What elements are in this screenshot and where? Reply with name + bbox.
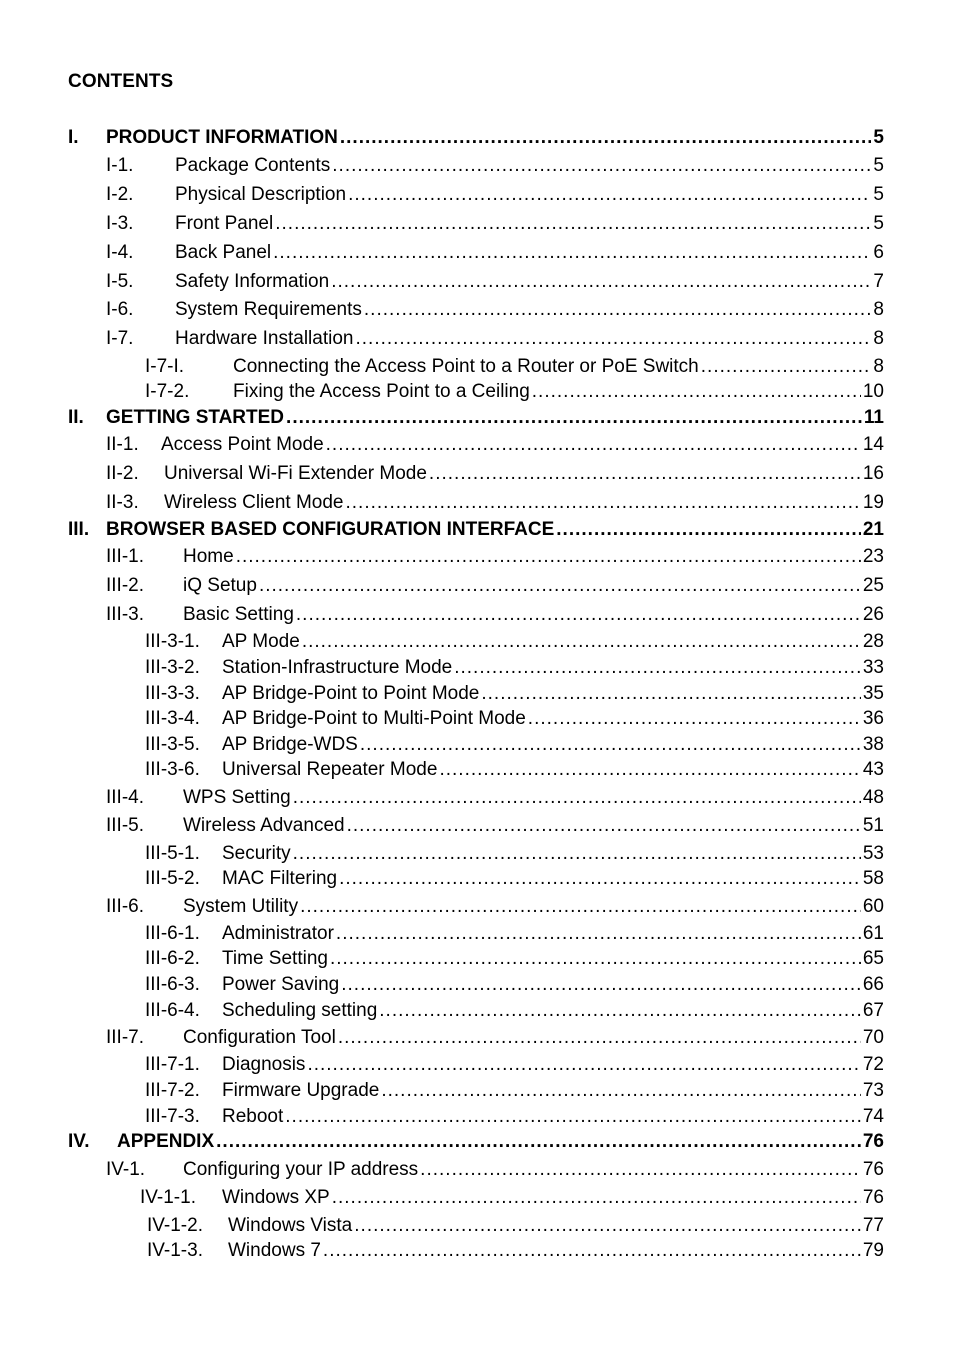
toc-entry-title: Fixing the Access Point to a Ceiling <box>233 381 530 402</box>
toc-entry-number: III-3-5. <box>145 734 200 755</box>
toc-entry[interactable] <box>106 814 884 838</box>
dot-leader <box>307 1053 860 1077</box>
toc-entry[interactable] <box>106 327 884 351</box>
toc-entry-page-number: 72 <box>862 1054 884 1075</box>
toc-entry-number: I-1. <box>106 155 134 176</box>
toc-entry[interactable] <box>106 545 884 569</box>
toc-entry-title: Station-Infrastructure Mode <box>222 657 453 678</box>
toc-entry-number: I-3. <box>106 213 134 234</box>
toc-entry-number: I-7. <box>106 328 134 349</box>
toc-entry[interactable] <box>145 707 884 731</box>
toc-entry-title: Wireless Client Mode <box>164 492 344 513</box>
toc-entry-number: I. <box>68 127 79 148</box>
toc-entry-page-number: 66 <box>862 974 884 995</box>
toc-entry-page-number: 76 <box>862 1159 884 1180</box>
toc-entry[interactable] <box>106 270 884 294</box>
toc-entry[interactable] <box>106 603 884 627</box>
dot-leader <box>429 462 861 486</box>
toc-entry-title: Universal Repeater Mode <box>222 759 438 780</box>
toc-entry-number: III. <box>68 519 90 540</box>
toc-entry-title: Wireless Advanced <box>183 815 345 836</box>
toc-entry[interactable] <box>106 212 884 236</box>
toc-entry-title: System Utility <box>183 896 299 917</box>
dot-leader <box>293 786 861 810</box>
toc-entry-number: III-7. <box>106 1027 145 1048</box>
toc-entry[interactable] <box>106 574 884 598</box>
toc-entry-number: III-3-1. <box>145 631 200 652</box>
toc-entry-number: III-6-3. <box>145 974 200 995</box>
toc-entry-title: Universal Wi-Fi Extender Mode <box>164 463 427 484</box>
toc-entry-title: BROWSER BASED CONFIGURATION INTERFACE <box>106 519 555 540</box>
toc-entry[interactable] <box>145 999 884 1023</box>
dot-leader <box>420 1158 861 1182</box>
toc-entry[interactable] <box>106 491 884 515</box>
toc-entry-number: III-3-3. <box>145 683 200 704</box>
toc-entry-number: I-2. <box>106 184 134 205</box>
toc-entry-page-number: 65 <box>862 948 884 969</box>
toc-entry-page-number: 76 <box>862 1131 884 1152</box>
toc-entry[interactable] <box>106 1026 884 1050</box>
toc-entry-page-number: 5 <box>873 155 884 176</box>
toc-entry-title: MAC Filtering <box>222 868 338 889</box>
toc-entry-number: III-3-4. <box>145 708 200 729</box>
toc-section-entry[interactable] <box>68 518 884 542</box>
toc-entry-title: Front Panel <box>175 213 274 234</box>
toc-entry-title: Hardware Installation <box>175 328 354 349</box>
dot-leader <box>556 518 861 542</box>
toc-entry-title: Diagnosis <box>222 1054 306 1075</box>
toc-entry-title: Windows Vista <box>228 1215 353 1236</box>
dot-leader <box>236 545 861 569</box>
dot-leader <box>323 1239 861 1263</box>
toc-entry-number: I-7-2. <box>145 381 190 402</box>
toc-entry[interactable] <box>106 154 884 178</box>
toc-entry-number: III-6-4. <box>145 1000 200 1021</box>
toc-entry[interactable] <box>145 1053 884 1077</box>
toc-entry-page-number: 8 <box>873 299 884 320</box>
toc-entry-number: I-4. <box>106 242 134 263</box>
dot-leader <box>286 406 862 430</box>
toc-entry-number: III-2. <box>106 575 145 596</box>
toc-entry-title: AP Bridge-Point to Multi-Point Mode <box>222 708 526 729</box>
toc-entry-page-number: 70 <box>862 1027 884 1048</box>
toc-entry-page-number: 23 <box>862 546 884 567</box>
dot-leader <box>330 947 861 971</box>
toc-entry-number: III-4. <box>106 787 145 808</box>
toc-entry-page-number: 5 <box>873 184 884 205</box>
dot-leader <box>346 491 861 515</box>
dot-leader <box>532 380 861 404</box>
dot-leader <box>379 999 861 1023</box>
toc-entry-page-number: 36 <box>862 708 884 729</box>
toc-entry-title: Package Contents <box>175 155 331 176</box>
toc-entry[interactable] <box>145 867 884 891</box>
toc-entry-page-number: 51 <box>862 815 884 836</box>
toc-entry-number: II-1. <box>106 434 139 455</box>
dot-leader <box>338 1026 861 1050</box>
dot-leader <box>332 1186 861 1210</box>
dot-leader <box>364 298 872 322</box>
toc-entry-title: Windows XP <box>222 1187 330 1208</box>
dot-leader <box>341 973 861 997</box>
toc-entry-page-number: 76 <box>862 1187 884 1208</box>
dot-leader <box>259 574 861 598</box>
toc-entry[interactable] <box>147 1214 884 1238</box>
dot-leader <box>348 183 871 207</box>
toc-entry[interactable] <box>145 380 884 404</box>
toc-entry-number: III-6-2. <box>145 948 200 969</box>
toc-entry-page-number: 79 <box>862 1240 884 1261</box>
toc-entry-number: III-7-2. <box>145 1080 200 1101</box>
toc-entry-title: iQ Setup <box>183 575 257 596</box>
toc-entry-number: III-1. <box>106 546 145 567</box>
toc-entry[interactable] <box>145 842 884 866</box>
toc-entry-number: IV-1. <box>106 1159 146 1180</box>
toc-entry-title: Configuration Tool <box>183 1027 336 1048</box>
dot-leader <box>296 603 861 627</box>
dot-leader <box>332 154 871 178</box>
toc-entry-page-number: 58 <box>862 868 884 889</box>
dot-leader <box>347 814 861 838</box>
dot-leader <box>336 922 861 946</box>
toc-entry-title: Administrator <box>222 923 334 944</box>
toc-entry[interactable] <box>106 298 884 322</box>
toc-entry-title: Power Saving <box>222 974 340 995</box>
toc-entry-number: IV-1-1. <box>140 1187 196 1208</box>
toc-entry-title: Home <box>183 546 234 567</box>
toc-entry-number: III-7-1. <box>145 1054 200 1075</box>
toc-entry-page-number: 43 <box>862 759 884 780</box>
toc-entry-title: GETTING STARTED <box>106 407 285 428</box>
toc-section-entry[interactable] <box>68 126 884 150</box>
toc-entry-page-number: 7 <box>873 271 884 292</box>
toc-entry-page-number: 11 <box>863 407 884 428</box>
toc-entry-page-number: 19 <box>862 492 884 513</box>
toc-entry-title: Windows 7 <box>228 1240 321 1261</box>
toc-entry-page-number: 33 <box>862 657 884 678</box>
toc-entry-number: IV. <box>68 1131 90 1152</box>
dot-leader <box>339 867 861 891</box>
toc-entry-title: AP Bridge-Point to Point Mode <box>222 683 480 704</box>
toc-entry-number: III-5-1. <box>145 843 200 864</box>
toc-entry-number: IV-1-3. <box>147 1240 203 1261</box>
dot-leader <box>331 270 871 294</box>
toc-entry-number: III-5. <box>106 815 145 836</box>
toc-entry-title: Scheduling setting <box>222 1000 378 1021</box>
toc-entry-title: Physical Description <box>175 184 347 205</box>
toc-entry-title: Connecting the Access Point to a Router or PoE Switch <box>233 356 699 377</box>
toc-entry-title: Reboot <box>222 1106 284 1127</box>
toc-entry-page-number: 21 <box>862 519 884 540</box>
toc-entry-page-number: 74 <box>862 1106 884 1127</box>
toc-entry-page-number: 5 <box>873 127 884 148</box>
toc-entry-number: IV-1-2. <box>147 1215 203 1236</box>
toc-entry-page-number: 67 <box>862 1000 884 1021</box>
toc-entry[interactable] <box>145 355 884 379</box>
toc-section-entry[interactable] <box>68 406 884 430</box>
toc-entry[interactable] <box>106 895 884 919</box>
toc-entry-page-number: 35 <box>862 683 884 704</box>
toc-entry-title: Security <box>222 843 291 864</box>
toc-entry-title: Basic Setting <box>183 604 294 625</box>
toc-entry-title: AP Bridge-WDS <box>222 734 358 755</box>
toc-entry[interactable] <box>106 1158 884 1182</box>
toc-entry-page-number: 8 <box>873 356 884 377</box>
toc-entry-number: III-3-6. <box>145 759 200 780</box>
toc-entry-title: Configuring your IP address <box>183 1159 419 1180</box>
toc-entry[interactable] <box>145 758 884 782</box>
toc-entry[interactable] <box>145 973 884 997</box>
dot-leader <box>454 656 861 680</box>
toc-entry[interactable] <box>106 241 884 265</box>
dot-leader <box>701 355 872 379</box>
toc-entry-page-number: 28 <box>862 631 884 652</box>
toc-entry-page-number: 53 <box>862 843 884 864</box>
toc-entry-title: WPS Setting <box>183 787 291 808</box>
dot-leader <box>293 842 861 866</box>
toc-entry-number: III-3-2. <box>145 657 200 678</box>
toc-entry[interactable] <box>145 1105 884 1129</box>
toc-entry-page-number: 25 <box>862 575 884 596</box>
toc-entry[interactable] <box>145 656 884 680</box>
toc-entry-page-number: 61 <box>862 923 884 944</box>
toc-entry-page-number: 48 <box>862 787 884 808</box>
toc-entry[interactable] <box>140 1186 884 1210</box>
toc-entry-page-number: 8 <box>873 328 884 349</box>
toc-entry-title: Back Panel <box>175 242 272 263</box>
toc-entry-title: Access Point Mode <box>161 434 324 455</box>
dot-leader <box>216 1130 861 1154</box>
toc-entry-page-number: 5 <box>873 213 884 234</box>
toc-entry-number: III-6-1. <box>145 923 200 944</box>
toc-entry[interactable] <box>145 922 884 946</box>
dot-leader <box>273 241 871 265</box>
dot-leader <box>439 758 860 782</box>
toc-entry[interactable] <box>106 433 884 457</box>
dot-leader <box>300 895 861 919</box>
toc-entry-page-number: 14 <box>862 434 884 455</box>
toc-entry-number: I-6. <box>106 299 134 320</box>
toc-entry-page-number: 10 <box>862 381 884 402</box>
dot-leader <box>340 126 872 150</box>
toc-entry-title: AP Mode <box>222 631 300 652</box>
dot-leader <box>360 733 861 757</box>
dot-leader <box>326 433 861 457</box>
page-title: CONTENTS <box>68 71 174 92</box>
dot-leader <box>302 630 861 654</box>
dot-leader <box>528 707 861 731</box>
toc-entry-title: System Requirements <box>175 299 362 320</box>
dot-leader <box>354 1214 861 1238</box>
toc-entry-page-number: 6 <box>873 242 884 263</box>
toc-entry-title: Time Setting <box>222 948 328 969</box>
toc-entry[interactable] <box>106 462 884 486</box>
dot-leader <box>355 327 871 351</box>
toc-entry-page-number: 73 <box>862 1080 884 1101</box>
dot-leader <box>381 1079 861 1103</box>
toc-entry[interactable] <box>145 630 884 654</box>
toc-entry[interactable] <box>145 1079 884 1103</box>
toc-entry-title: APPENDIX <box>117 1131 215 1152</box>
toc-entry[interactable] <box>106 786 884 810</box>
toc-entry-title: Safety Information <box>175 271 330 292</box>
dot-leader <box>275 212 871 236</box>
toc-entry-number: III-7-3. <box>145 1106 200 1127</box>
dot-leader <box>481 682 861 706</box>
toc-entry-number: I-7-I. <box>145 356 185 377</box>
toc-entry[interactable] <box>106 183 884 207</box>
toc-entry-number: III-6. <box>106 896 145 917</box>
dot-leader <box>285 1105 861 1129</box>
toc-entry-page-number: 16 <box>862 463 884 484</box>
toc-entry-number: I-5. <box>106 271 134 292</box>
toc-entry[interactable] <box>145 682 884 706</box>
toc-entry-number: II-3. <box>106 492 139 513</box>
toc-entry[interactable] <box>147 1239 884 1263</box>
toc-entry-number: II-2. <box>106 463 139 484</box>
toc-entry-number: III-3. <box>106 604 145 625</box>
toc-entry-title: PRODUCT INFORMATION <box>106 127 338 148</box>
toc-entry-number: III-5-2. <box>145 868 200 889</box>
toc-entry-number: II. <box>68 407 84 428</box>
toc-entry[interactable] <box>145 947 884 971</box>
toc-entry-page-number: 77 <box>862 1215 884 1236</box>
toc-entry[interactable] <box>145 733 884 757</box>
toc-entry-page-number: 26 <box>862 604 884 625</box>
toc-entry-title: Firmware Upgrade <box>222 1080 380 1101</box>
toc-section-entry[interactable] <box>68 1130 884 1154</box>
toc-entry-page-number: 38 <box>862 734 884 755</box>
toc-entry-page-number: 60 <box>862 896 884 917</box>
